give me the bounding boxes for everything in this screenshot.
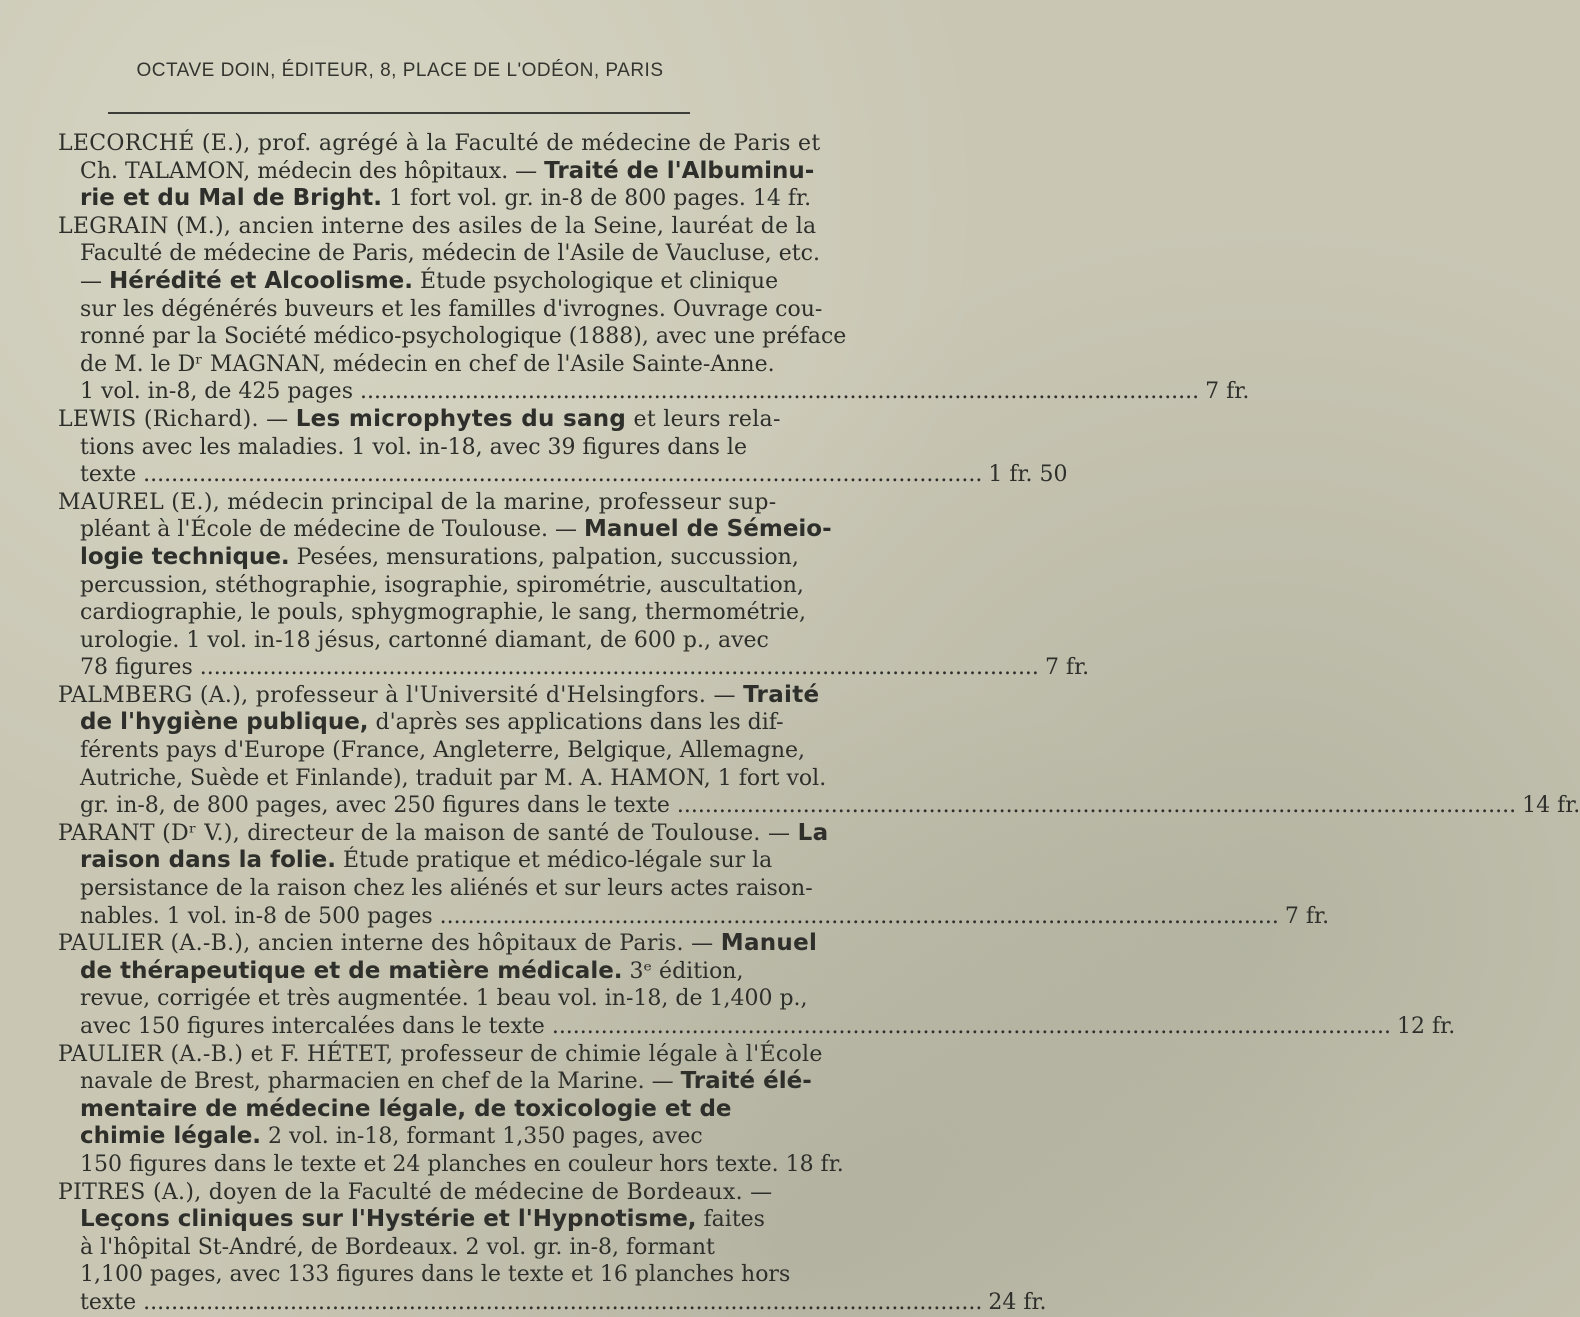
- price-line-text: [80, 1289, 982, 1317]
- entry-text: Étude psychologique et clinique: [413, 268, 779, 294]
- entry-text: PITRES (A.), doyen de la Faculté de médecine de Bordeaux. —: [58, 1179, 773, 1205]
- dot-leaders: ........................................................................................................................: [352, 379, 1200, 405]
- publisher-header: OCTAVE DOIN, ÉDITEUR, 8, PLACE DE L'ODÉON, PARIS: [136, 60, 664, 81]
- dot-leaders: ........................................................................................................................: [192, 655, 1039, 681]
- entry-text: ronné par la Société médico-psychologique (1888), avec une préface: [80, 324, 847, 350]
- catalogue-entries: [58, 130, 1580, 1317]
- book-title: Leçons cliniques sur l'Hystérie et l'Hypnotisme,: [80, 1206, 697, 1233]
- price: 12 fr.: [1397, 1014, 1456, 1039]
- entry-text: Faculté de médecine de Paris, médecin de l'Asile de Vaucluse, etc.: [80, 241, 820, 267]
- book-title: Traité de l'Albuminu-: [544, 157, 815, 184]
- price: 7 fr.: [1044, 655, 1090, 681]
- entry-text-line: [58, 1068, 812, 1096]
- entry-text: LEGRAIN (M.), ancien interne des asiles de la Seine, lauréat de la: [58, 213, 817, 239]
- catalogue-entry: [58, 819, 1330, 930]
- entry-text-line: [58, 765, 827, 793]
- book-title: Traité élé-: [680, 1068, 812, 1095]
- entry-text: 3ᵉ édition,: [622, 958, 744, 984]
- entry-text-line: [58, 323, 847, 351]
- price-line-text: [80, 1013, 1391, 1041]
- entry-text: persistance de la raison chez les aliénés et sur leurs actes raison-: [80, 876, 813, 902]
- book-title: raison dans la folie.: [80, 847, 336, 874]
- entry-text: navale de Brest, pharmacien en chef de la Marine. —: [80, 1069, 681, 1095]
- price-line-text: [80, 378, 1199, 406]
- catalogue-entry: [58, 1041, 844, 1179]
- entry-text: pléant à l'École de médecine de Toulouse. —: [80, 517, 584, 543]
- entry-author-line: [58, 1041, 823, 1069]
- entry-author-line: [58, 930, 818, 958]
- entry-text: texte: [80, 1289, 137, 1315]
- book-title: rie et du Mal de Bright.: [80, 185, 382, 212]
- entry-text: urologie. 1 vol. in-18 jésus, cartonné diamant, de 600 p., avec: [80, 627, 769, 653]
- entry-author-line: [58, 405, 781, 434]
- entry-text: faites: [696, 1207, 765, 1233]
- entry-text: Étude pratique et médico-légale sur la: [336, 848, 773, 874]
- entry-text-line: [58, 157, 815, 186]
- book-title: Traité: [743, 681, 820, 708]
- entry-text-line: [58, 185, 812, 213]
- dot-leaders: ........................................................................................................................: [432, 903, 1279, 929]
- entry-text-line: [58, 572, 804, 600]
- entry-text: 2 vol. in-18, formant 1,350 pages, avec: [261, 1124, 703, 1150]
- book-title: de l'hygiène publique,: [80, 709, 369, 736]
- catalogue-entry: [58, 405, 1068, 489]
- entry-text: PAULIER (A.-B.) et F. HÉTET, professeur de chimie légale à l'École: [58, 1041, 823, 1067]
- price: 24 fr.: [988, 1289, 1047, 1315]
- entry-text-line: [58, 875, 813, 903]
- catalogue-entry: [58, 681, 1580, 820]
- catalogue-entry: [58, 213, 1250, 406]
- price: 14 fr.: [1522, 793, 1580, 819]
- entry-author-line: [58, 819, 829, 848]
- entry-text: —: [80, 268, 109, 294]
- entry-text: sur les dégénérés buveurs et les familles d'ivrognes. Ouvrage cou-: [80, 296, 823, 322]
- entry-text: percussion, stéthographie, isographie, spirométrie, auscultation,: [80, 572, 804, 598]
- entry-text-line: [58, 599, 806, 627]
- entry-text: MAUREL (E.), médecin principal de la marine, professeur sup-: [58, 489, 777, 515]
- entry-text: 1 fort vol. gr. in-8 de 800 pages. 14 fr.: [381, 186, 812, 212]
- catalogue-entry: [58, 1179, 1047, 1317]
- entry-text-line: [58, 240, 820, 268]
- entry-text: 1 vol. in-8, de 425 pages: [80, 379, 353, 405]
- entry-text: 150 figures dans le texte et 24 planches en couleur hors texte. 18 fr.: [80, 1151, 844, 1177]
- entry-text: revue, corrigée et très augmentée. 1 beau vol. in-18, de 1,400 p.,: [80, 986, 808, 1012]
- catalogue-entry: [58, 489, 1090, 682]
- book-title: chimie légale.: [80, 1123, 262, 1150]
- book-title: Manuel: [720, 930, 818, 957]
- entry-text: PAULIER (A.-B.), ancien interne des hôpitaux de Paris. —: [58, 931, 721, 957]
- entry-text-line: [58, 1123, 764, 1151]
- entry-text: PARANT (Dʳ V.), directeur de la maison de santé de Toulouse. —: [58, 820, 798, 846]
- book-title: Hérédité et Alcoolisme.: [109, 267, 414, 294]
- book-title: La: [797, 819, 829, 846]
- book-title: de thérapeutique et de matière médicale.: [80, 957, 623, 984]
- catalogue-entry: [58, 130, 821, 213]
- price-line: [58, 1289, 1047, 1317]
- price-line-text: [80, 792, 1516, 820]
- catalogue-entry: [58, 930, 1456, 1040]
- entry-text-line: [58, 1206, 764, 1234]
- entry-text-line: [58, 627, 769, 655]
- dot-leaders: ........................................................................................................................: [669, 793, 1517, 819]
- entry-text-line: [58, 1096, 764, 1124]
- price-line: [58, 792, 1580, 820]
- price-line-text: [80, 654, 1039, 682]
- entry-text-line: [58, 351, 775, 379]
- price: 1 fr. 50: [988, 462, 1068, 488]
- book-title: logie technique.: [80, 543, 290, 570]
- entry-text-line: [58, 267, 779, 296]
- entry-text: tions avec les maladies. 1 vol. in-18, avec 39 figures dans le: [80, 434, 747, 460]
- entry-text-line: [58, 958, 764, 986]
- dot-leaders: ........................................................................................................................: [544, 1014, 1392, 1039]
- entry-text: et leurs rela-: [626, 406, 781, 432]
- entry-text-line: [58, 737, 806, 765]
- price-line: [58, 378, 1250, 406]
- entry-text: LEWIS (Richard). —: [58, 406, 296, 432]
- book-title: Manuel de Sémeio-: [583, 516, 832, 543]
- dot-leaders: ........................................................................................................................: [136, 462, 983, 488]
- entry-text: férents pays d'Europe (France, Angleterre, Belgique, Allemagne,: [80, 738, 806, 764]
- header-rule: [108, 112, 690, 114]
- entry-text: avec 150 figures intercalées dans le texte: [80, 1014, 545, 1039]
- entry-text-line: [58, 709, 784, 737]
- entry-text: nables. 1 vol. in-8 de 500 pages: [80, 903, 433, 929]
- entry-text-line: [58, 1151, 844, 1179]
- entry-text: Ch. TALAMON, médecin des hôpitaux. —: [80, 158, 545, 184]
- price: 7 fr.: [1284, 903, 1330, 929]
- entry-text-line: [58, 543, 799, 572]
- book-title: Les microphytes du sang: [295, 405, 627, 432]
- entry-text: LECORCHÉ (E.), prof. agrégé à la Faculté de médecine de Paris et: [58, 131, 821, 156]
- entry-author-line: [58, 1179, 773, 1207]
- entry-text: de M. le Dʳ MAGNAN, médecin en chef de l'Asile Sainte-Anne.: [80, 351, 775, 377]
- entry-text-line: [58, 1234, 764, 1262]
- entry-author-line: [58, 130, 821, 158]
- entry-text-line: [58, 434, 764, 462]
- entry-text: d'après ses applications dans les dif-: [368, 710, 784, 736]
- price-line: [58, 654, 1090, 682]
- entry-text: 1,100 pages, avec 133 figures dans le texte et 16 planches hors: [80, 1262, 791, 1288]
- price-line: [58, 1013, 1456, 1041]
- entry-text: 78 figures: [80, 655, 193, 681]
- entry-text: PALMBERG (A.), professeur à l'Université d'Helsingfors. —: [58, 682, 744, 708]
- entry-text: texte: [80, 462, 137, 488]
- entry-text-line: [58, 985, 808, 1013]
- price-line-text: [80, 903, 1279, 931]
- entry-text-line: [58, 1261, 791, 1289]
- price-line-text: [80, 461, 982, 489]
- dot-leaders: ........................................................................................................................: [136, 1289, 983, 1315]
- entry-text: gr. in-8, de 800 pages, avec 250 figures dans le texte: [80, 793, 670, 819]
- book-title: mentaire de médecine légale, de toxicologie et de: [80, 1095, 732, 1122]
- entry-author-line: [58, 489, 777, 517]
- price-line: [58, 903, 1330, 931]
- entry-text-line: [58, 296, 823, 324]
- entry-text: Autriche, Suède et Finlande), traduit par M. A. HAMON, 1 fort vol.: [80, 765, 827, 791]
- entry-text-line: [58, 516, 832, 544]
- entry-text: à l'hôpital St-André, de Bordeaux. 2 vol. gr. in-8, formant: [80, 1234, 715, 1260]
- entry-author-line: [58, 213, 817, 241]
- price: 7 fr.: [1205, 379, 1250, 405]
- entry-text-line: [58, 847, 773, 875]
- entry-text: Pesées, mensurations, palpation, succussion,: [289, 544, 799, 570]
- entry-author-line: [58, 681, 820, 710]
- entry-text: cardiographie, le pouls, sphygmographie, le sang, thermométrie,: [80, 600, 806, 626]
- price-line: [58, 461, 1068, 489]
